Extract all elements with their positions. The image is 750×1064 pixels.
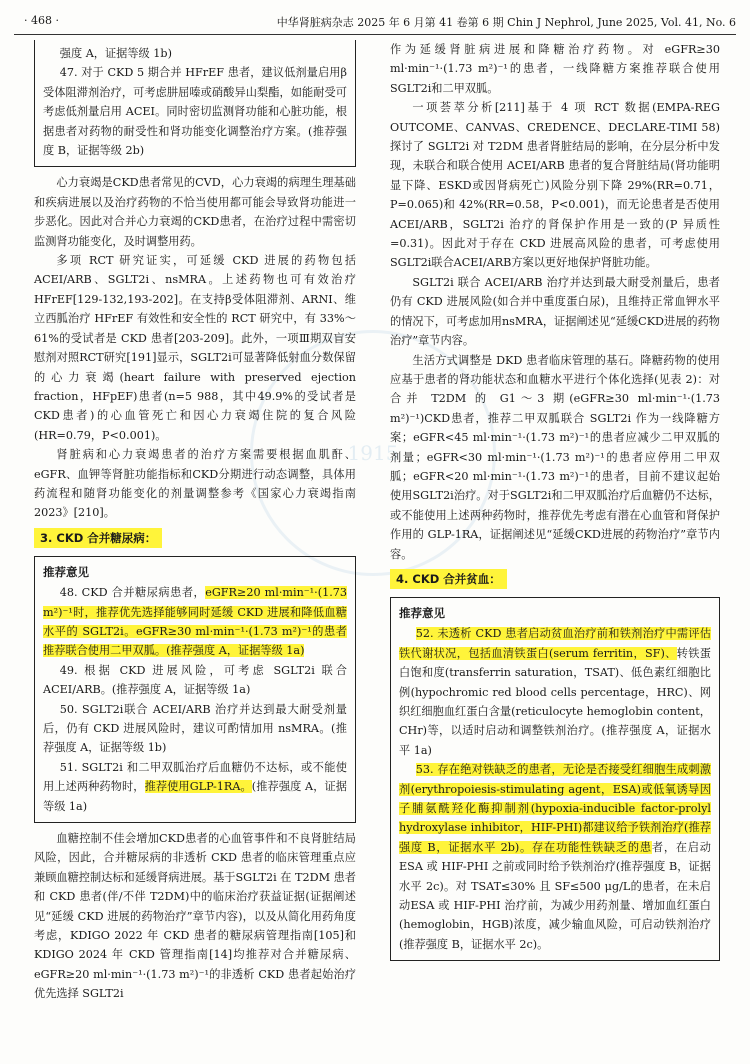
section-heading-diabetes: 3. CKD 合并糖尿病： — [34, 529, 356, 548]
recommendation-box-diabetes — [34, 556, 356, 823]
paragraph: 多项 RCT 研究证实，可延缓 CKD 进展的药物包括ACEI/ARB、SGLT2i、nsMRA。上述药物也可有效治疗HFrEF[129-132,193-202]。在支持β受体阻滞剂、ARNI、维立西胍治疗 HFrEF 有效性和安全性的 RCT 研究中，有 33%～61%的受试者是 CKD 患者[203-209]。此外，一项Ⅲ期双盲安慰剂对照RCT研究[191]显示，SGLT2i可显著降低射血分数保留的心力衰竭(heart failure with preserved ejection fraction，HFpEF)患者(n=5 988，其中49.9%的受试者是CKD患者)的心血管死亡和因心力衰竭住院的复合风险(HR=0.79，P<0.001)。 — [34, 254, 356, 442]
paragraph: SGLT2i 联合 ACEI/ARB 治疗并达到最大耐受剂量后，患者仍有 CKD 进展风险(如合并中重度蛋白尿)，且维持正常血钾水平的情况下，可考虑加用nsMRA，证据阐述见“延缓CKD进展的药物治疗”章节内容。 — [390, 275, 720, 348]
rec-47: 47. 对于 CKD 5 期合并 HFrEF 患者，建议低剂量启用β受体阻滞剂治疗，可考虑肼屈嗪或硝酸异山梨酯，如能耐受可考虑低剂量启用 ACEI。同时密切监测肾功能和心脏功能，根据患者对药物的耐受性和肾功能变化调整治疗方案。(推荐强度 B，证据等级 2b) — [43, 66, 347, 158]
section-heading-anemia: 4. CKD 合并贫血： — [390, 570, 720, 589]
recommendation-box-heart-failure — [34, 40, 356, 167]
highlight: 53. 存在绝对铁缺乏的患者，无论是否接受红细胞生成刺激剂(erythropoiesis-stimulating agent，ESA)或低氧诱导因子脯氨酰羟化酶抑制剂(hypoxia-inducible factor-prolyl hydroxylase inhibitor，HIF-PHI)都建议给予铁剂治疗(推荐强度 B，证据水平 2b)。存在功能性铁缺乏的患 — [399, 763, 711, 854]
rec-49: 49. 根据 CKD 进展风险，可考虑 SGLT2i 联合 ACEI/ARB。(推荐强度 A，证据等级 1a) — [43, 663, 347, 697]
paragraph: 心力衰竭是CKD患者常见的CVD，心力衰竭的病理生理基础和疾病进展以及治疗药物的不恰当使用都可能会导致肾功能进一步恶化。因此对合并心力衰竭的CKD患者，在治疗过程中需密切监测肾功能变化，及时调整用药。 — [34, 176, 356, 248]
journal-citation: 中华肾脏病杂志 2025 年 6 月第 41 卷第 6 期 Chin J Nephrol, June 2025, Vol. 41, No. 6 — [276, 16, 736, 29]
rec-51: 51. SGLT2i 和二甲双胍治疗后血糖仍不达标，或不能使用上述两种药物时，推荐使用GLP-1RA。(推荐强度 A，证据等级 1a) — [43, 760, 347, 813]
rec-48: 48. CKD 合并糖尿病患者，eGFR≥20 ml·min⁻¹·(1.73 m²)⁻¹时，推荐优先选择能够同时延缓 CKD 进展和降低血糖水平的 SGLT2i。eGFR≥30 ml·min⁻¹·(1.73 m²)⁻¹的患者推荐联合使用二甲双胍。(推荐强度 A，证据等级 1a) — [43, 586, 347, 658]
rec-heading: 推荐意见 — [43, 565, 89, 580]
rec-50: 50. SGLT2i联合 ACEI/ARB 治疗并达到最大耐受剂量后，仍有 CKD 进展风险时，建议可酌情加用 nsMRA。(推荐强度 A，证据等级 1b) — [43, 702, 347, 755]
rec-heading: 推荐意见 — [399, 606, 445, 621]
page-number: · 468 · — [24, 14, 59, 27]
right-column — [390, 40, 720, 967]
watermark-seal: 1915 — [250, 330, 496, 576]
highlight: eGFR≥20 ml·min⁻¹·(1.73 m²)⁻¹时，推荐优先选择能够同时延缓 CKD 进展和降低血糖水平的 SGLT2i。eGFR≥30 ml·min⁻¹·(1.73 m²)⁻¹的患者推荐联合使用二甲双胍。(推荐强度 A，证据等级 1a) — [43, 586, 347, 658]
paragraph: 一项荟萃分析[211]基于 4 项 RCT 数据(EMPA-REG OUTCOME、CANVAS、CREDENCE、DECLARE-TIMI 58)探讨了 SGLT2i 对 T2DM 患者肾脏结局的影响，在分层分析中发现，未联合和联合使用 ACEI/ARB 患者的复合肾脏结局(肾功能明显下降、ESKD或因肾病死亡)风险分别下降 29%(RR=0.71，P=0.065)和 42%(RR=0.58，P<0.001)，而无论患者是否使用 ACEI/ARB，SGLT2i 治疗的肾保护作用是一致的(P 异质性=0.31)。因此对于存在 CKD 进展高风险的患者，可考虑使用SGLT2i联合ACEI/ARB方案以更好地保护肾脏功能。 — [390, 101, 720, 270]
rec-tail: 强度 A，证据等级 1b) — [59, 47, 172, 60]
paragraph: 血糖控制不佳会增加CKD患者的心血管事件和不良肾脏结局风险，因此，合并糖尿病的非透析 CKD 患者的临床管理重点应兼顾血糖控制达标和延缓肾病进展。基于SGLT2i 在 T2DM 患者和 CKD 患者(伴/不伴 T2DM)中的临床治疗获益证据(证据阐述见“延缓 CKD 进展的药物治疗”章节内容)，以及从简化用药角度考虑，KDIGO 2022 年 CKD 患者的糖尿病管理指南[105]和 KDIGO 2024 年 CKD 管理指南[14]均推荐对合并糖尿病、eGFR≥20 ml·min⁻¹·(1.73 m²)⁻¹的非透析 CKD 患者起始治疗优先选择 SGLT2i — [34, 832, 356, 1001]
left-column — [34, 40, 356, 1004]
highlight: 52. 未透析 CKD 患者启动贫血治疗前和铁剂治疗中需评估铁代谢状况，包括血清铁蛋白(serum ferritin，SF)、 — [399, 627, 711, 660]
paragraph: 作为延缓肾脏病进展和降糖治疗药物。对 eGFR≥30 ml·min⁻¹·(1.73 m²)⁻¹的患者，一线降糖方案推荐联合使用SGLT2i和二甲双胍。 — [390, 43, 720, 95]
paragraph: 肾脏病和心力衰竭患者的治疗方案需要根据血肌酐、eGFR、血钾等肾脏功能指标和CKD分期进行动态调整，具体用药流程和随肾功能变化的剂量调整参考《国家心力衰竭指南2023》[210]。 — [34, 448, 356, 520]
recommendation-box-anemia — [390, 597, 720, 961]
highlight: 推荐使用GLP-1RA。 — [144, 780, 252, 794]
rec-52: 52. 未透析 CKD 患者启动贫血治疗前和铁剂治疗中需评估铁代谢状况，包括血清铁蛋白(serum ferritin，SF)、转铁蛋白饱和度(transferrin saturation，TSAT)、低色素红细胞比例(hypochromic red blood cells percentage，HRC)、网织红细胞血红蛋白含量(reticulocyte hemoglobin content，CHr)等，以适时启动和调整铁剂治疗。(推荐强度 A，证据水平 1a) — [399, 627, 711, 757]
rec-53: 53. 存在绝对铁缺乏的患者，无论是否接受红细胞生成刺激剂(erythropoiesis-stimulating agent，ESA)或低氧诱导因子脯氨酰羟化酶抑制剂(hypoxia-inducible factor-prolyl hydroxylase inhibitor，HIF-PHI)都建议给予铁剂治疗(推荐强度 B，证据水平 2b)。存在功能性铁缺乏的患者，在启动 ESA 或 HIF-PHI 之前或同时给予铁剂治疗(推荐强度 B，证据水平 2c)。对 TSAT≤30% 且 SF≤500 μg/L的患者，在未启动ESA 或 HIF-PHI 治疗前，为减少用药剂量、增加血红蛋白(hemoglobin，HGB)浓度，减少输血风险，可启动铁剂治疗(推荐强度 B，证据水平 2c)。 — [399, 763, 711, 951]
running-header — [14, 12, 736, 35]
paragraph: 生活方式调整是 DKD 患者临床管理的基石。降糖药物的使用应基于患者的肾功能状态和血糖水平进行个体化选择(见表 2)：对合并 T2DM 的 G1～3 期(eGFR≥30 ml·min⁻¹·(1.73 m²)⁻¹)CKD患者，推荐二甲双胍联合 SGLT2i 作为一线降糖方案；eGFR<45 ml·min⁻¹·(1.73 m²)⁻¹的患者应减少二甲双胍的剂量；eGFR<30 ml·min⁻¹·(1.73 m²)⁻¹的患者应停用二甲双胍；eGFR<20 ml·min⁻¹·(1.73 m²)⁻¹的患者，目前不建议起始使用SGLT2i治疗。对于SGLT2i和二甲双胍治疗后血糖仍不达标，或不能使用上述两种药物时，推荐优先考虑有潜在心血管和肾保护作用的 GLP-1RA，证据阐述见“延缓CKD进展的药物治疗”章节内容。 — [390, 353, 720, 561]
